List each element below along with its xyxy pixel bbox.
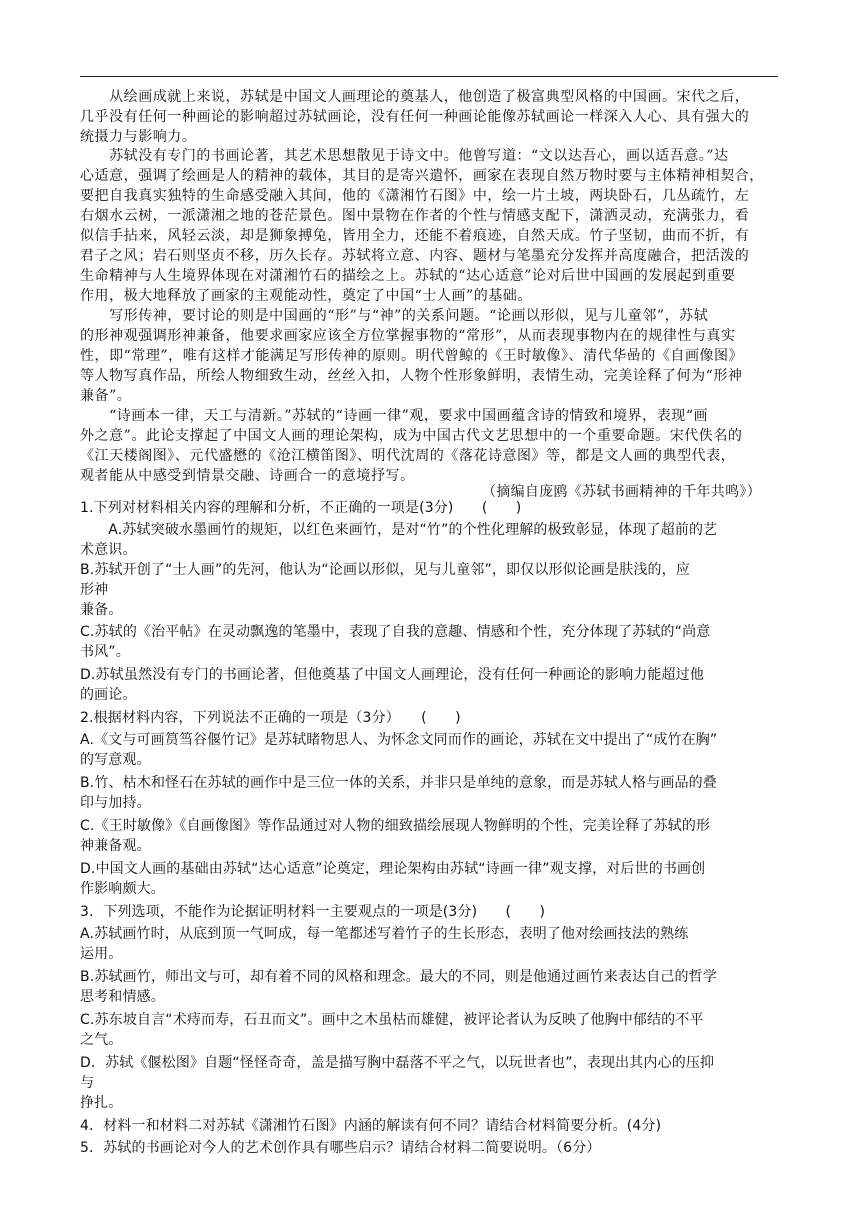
question-3-option-b-line1: B.苏轼画竹，师出文与可，却有着不同的风格和理念。最大的不同，则是他通过画竹来表达自己的哲学 [80, 969, 717, 985]
question-2-option-b-line2: 印与加持。 [80, 795, 151, 811]
question-2-option-d-line2: 作影响颇大。 [80, 881, 165, 897]
material-para2-line2: 心适意，强调了绘画是人的精神的载体，其目的是寄兴遣怀，画家在表现自然万物时要与主体精神相契合， [80, 168, 764, 184]
question-1-option-d-line1: D.苏轼虽然没有专门的书画论著，但他奠基了中国文人画理论，没有任何一种画论的影响力能超过他 [80, 667, 704, 683]
material-para3-line1: 写形传神，要讨论的则是中国画的“形”与“神”的关系问题。“论画以形似，见与儿童邻”，苏轼 [80, 308, 709, 324]
question-2-option-c-line1: C.《王时敏像》《自画像图》等作品通过对人物的细致描绘展现人物鲜明的个性，完美诠释了苏轼的形 [80, 818, 711, 834]
material-para2-line8: 作用，极大地释放了画家的主观能动性，奠定了中国“士人画”的基础。 [80, 288, 532, 304]
material-para1-line3: 统摄力与影响力。 [80, 129, 197, 145]
question-1-option-c-line2: 书风”。 [80, 644, 130, 660]
material-para4-line3: 《江天楼阁图》、元代盛懋的《沧江横笛图》、明代沈周的《落花诗意图》等，都是文人画的典型代表， [80, 448, 736, 464]
material-para2-line3: 要把自我真实独特的生命感受融入其间，他的《潇湘竹石图》中，绘一片土坡，两块卧石，几丛疏竹，左 [80, 188, 750, 204]
question-3-option-d-line2: 与 [80, 1075, 95, 1091]
question-1-option-b-line2: 形神 [80, 582, 109, 598]
question-5-stem: 5．苏轼的书画论对今人的艺术创作具有哪些启示？请结合材料二简要说明。（6分） [80, 1140, 601, 1156]
question-3-stem: 3．下列选项，不能作为论据证明材料一主要观点的一项是(3分) ( ) [80, 904, 546, 920]
question-3-option-a-line2: 运用。 [80, 946, 123, 962]
question-3-option-d-line1: D．苏轼《偃松图》自题“怪怪奇奇，盖是描写胸中磊落不平之气，以玩世者也”，表现出其内心的压抑 [80, 1055, 715, 1071]
question-3-option-d-line3: 挣扎。 [80, 1095, 123, 1111]
material-source: （摘编自庞鸥《苏轼书画精神的千年共鸣》） [482, 484, 761, 500]
question-1-option-a-line1: A.苏轼突破水墨画竹的规矩，以红色来画竹，是对“竹”的个性化理解的极致彰显，体现了超前的艺 [80, 522, 718, 538]
question-1-option-c-line1: C.苏轼的《治平帖》在灵动飘逸的笔墨中，表现了自我的意趣、情感和个性，充分体现了苏轼的“尚意 [80, 624, 711, 640]
material-para2-line4: 右烟水云树，一派潇湘之地的苍茫景色。图中景物在作者的个性与情感支配下，潇洒灵动，充满张力，看 [80, 208, 750, 224]
question-3-option-c-line1: C.苏东坡自言“术痔而寿，石丑而文”。画中之木虽枯而雄健，被评论者认为反映了他胸中郁结的不平 [80, 1012, 704, 1028]
material-para4-line1: “诗画本一律，天工与清新。”苏轼的“诗画一律”观，要求中国画蕴含诗的情致和境界，表现“画 [80, 408, 709, 424]
top-divider-line [80, 76, 778, 77]
question-1-option-b-line1: B.苏轼开创了“士人画”的先河，他认为“论画以形似，见与儿童邻”，即仅以形似论画是肤浅的，应 [80, 562, 690, 578]
question-3-option-a-line1: A.苏轼画竹时，从底到顶一气呵成，每一笔都述写着竹子的生长形态，表明了他对绘画技法的熟练 [80, 926, 689, 942]
question-2-option-a-line1: A.《文与可画筼筜谷偃竹记》是苏轼睹物思人、为怀念文同而作的画论，苏轼在文中提出了“成竹在胸” [80, 732, 718, 748]
material-para2-line7: 生命精神与人生境界体现在对潇湘竹石的描绘之上。苏轼的“达心适意”论对后世中国画的发展起到重要 [80, 268, 736, 284]
question-1-option-d-line2: 的画论。 [80, 687, 137, 703]
question-2-option-a-line2: 的写意观。 [80, 752, 151, 768]
material-para4-line2: 外之意”。此论支撑起了中国文人画的理论架构，成为中国古代文艺思想中的一个重要命题。宋代佚名的 [80, 428, 743, 444]
material-para3-line2: 的形神观强调形神兼备，他要求画家应该全方位掌握事物的“常形”，从而表现事物内在的规律性与真实 [80, 328, 736, 344]
question-1-stem: 1.下列对材料相关内容的理解和分析，不正确的一项是(3分) ( ) [80, 500, 522, 516]
question-1-option-a-line2: 术意识。 [80, 542, 137, 558]
question-3-option-b-line2: 思考和情感。 [80, 989, 165, 1005]
material-para3-line4: 等人物写真作品，所绘人物细致生动，丝丝入扣，人物个性形象鲜明，表情生动，完美诠释了何为“形神 [80, 368, 743, 384]
question-2-option-c-line2: 神兼备观。 [80, 838, 151, 854]
material-para1-line1: 从绘画成就上来说，苏轼是中国文人画理论的奠基人，他创造了极富典型风格的中国画。宋代之后， [80, 89, 750, 105]
question-1-option-b-line3: 兼备。 [80, 602, 123, 618]
question-2-option-d-line1: D.中国文人画的基础由苏轼“达心适意”论奠定，理论架构由苏轼“诗画一律”观支撑，对后世的书画创 [80, 861, 706, 877]
material-para3-line5: 兼备”。 [80, 388, 132, 404]
material-para4-line4: 观者能从中感受到情景交融、诗画合一的意境抒写。 [80, 468, 415, 484]
material-para1-line2: 几乎没有任何一种画论的影响超过苏轼画论，没有任何一种画论能像苏轼画论一样深入人心、具有强大的 [80, 109, 750, 125]
material-para2-line6: 君子之风；岩石则坚贞不移，历久长存。苏轼将立意、内容、题材与笔墨充分发挥并高度融合，把活泼的 [80, 248, 750, 264]
question-2-stem: 2.根据材料内容，下列说法不正确的一项是（3分） ( ) [80, 710, 461, 726]
question-3-option-c-line2: 之气。 [80, 1032, 123, 1048]
material-para2-line5: 似信手拈来，风轻云淡，却是狮象搏兔，皆用全力，还能不着痕迹，自然天成。竹子坚韧，曲而不折，有 [80, 228, 750, 244]
material-para3-line3: 性，即“常理”，唯有这样才能满足写形传神的原则。明代曾鲸的《王时敏像》、清代华喦的《自画像图》 [80, 348, 744, 364]
question-2-option-b-line1: B.竹、枯木和怪石在苏轼的画作中是三位一体的关系，并非只是单纯的意象，而是苏轼人格与画品的叠 [80, 775, 717, 791]
question-4-stem: 4．材料一和材料二对苏轼《潇湘竹石图》内涵的解读有何不同？请结合材料简要分析。(4分) [80, 1118, 662, 1134]
material-para2-line1: 苏轼没有专门的书画论著，其艺术思想散见于诗文中。他曾写道：“文以达吾心，画以适吾意。”达 [80, 148, 729, 164]
